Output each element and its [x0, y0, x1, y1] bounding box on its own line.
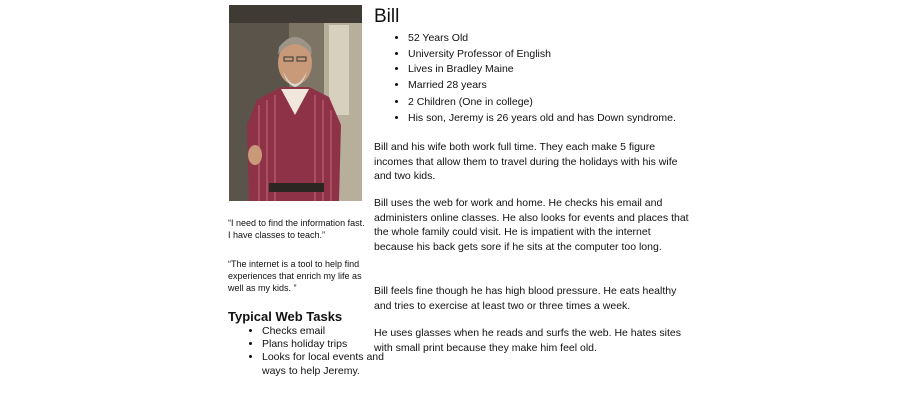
- paragraph-work: Bill and his wife both work full time. They each make 5 figure incomes that allow them to travel during the holidays with his wife and two kids.: [374, 141, 678, 182]
- persona-fact: • Married 28 years: [408, 79, 676, 93]
- persona-photo: [229, 5, 362, 201]
- persona-fact: • 2 Children (One in college): [408, 96, 676, 110]
- paragraph-glasses: He uses glasses when he reads and surfs the web. He hates sites with small print because they make him feel old.: [374, 327, 682, 354]
- persona-fact: • 52 Years Old: [408, 32, 676, 46]
- web-tasks-title: Typical Web Tasks: [228, 309, 343, 324]
- web-task-item: • Looks for local events and ways to help Jeremy.: [262, 351, 387, 377]
- paragraph-web-use: Bill uses the web for work and home. He checks his email and administers online classes. He also looks for events and places that the whole family could visit. He is impatient with the internet because his back gets sore if he sits at the computer too long.: [374, 197, 689, 253]
- web-tasks-list: [246, 325, 387, 378]
- quote-internet-tool: “The internet is a tool to help find experiences that enrich my life as well as my kids. ”: [228, 259, 362, 293]
- persona-fact: • University Professor of English: [408, 48, 676, 62]
- persona-fact: • Lives in Bradley Maine: [408, 63, 676, 77]
- web-task-item: • Plans holiday trips: [262, 338, 387, 351]
- persona-facts-list: [392, 32, 676, 128]
- quote-info-fast: “I need to find the information fast. I have classes to teach.”: [228, 218, 365, 240]
- paragraph-health: Bill feels fine though he has high blood pressure. He eats healthy and tries to exercise at least two or three times a week.: [374, 285, 677, 312]
- persona-fact: • His son, Jeremy is 26 years old and has Down syndrome.: [408, 112, 676, 126]
- persona-name: Bill: [374, 6, 400, 27]
- web-task-item: • Checks email: [262, 325, 387, 338]
